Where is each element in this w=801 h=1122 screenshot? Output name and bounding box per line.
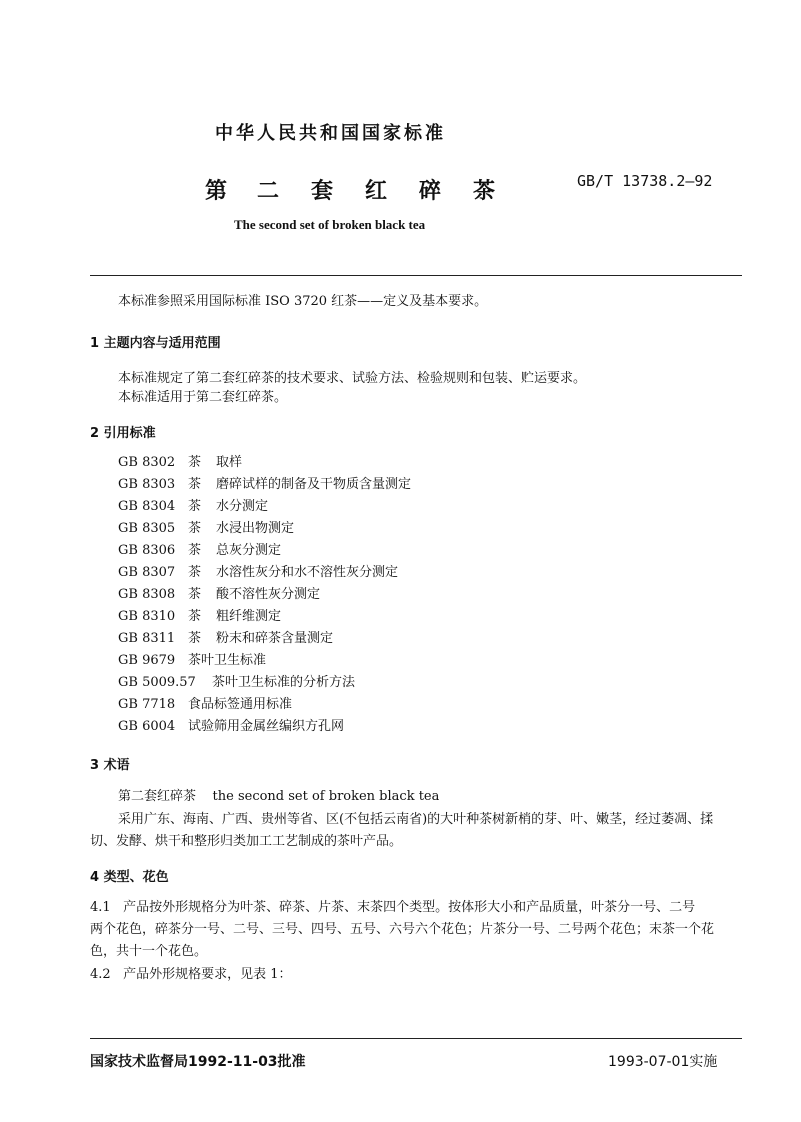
reference-title: 酸不溶性灰分测定 xyxy=(216,587,321,602)
reference-title: 茶叶卫生标准 xyxy=(188,653,267,668)
title-char: 茶 xyxy=(473,179,496,204)
paragraph: 两个花色，碎茶分一号、二号、三号、四号、五号、六号六个花色；片茶分一号、二号两个花色；末茶一个花 xyxy=(90,922,715,937)
reference-category: 茶 xyxy=(188,565,202,580)
standard-code: GB/T 13738.2—92 xyxy=(577,172,713,190)
reference-category: 茶 xyxy=(188,477,202,492)
section-1-heading: 1 主题内容与适用范围 xyxy=(90,336,221,351)
paragraph: 采用广东、海南、广西、贵州等省、区(不包括云南省)的大叶种茶树新梢的芽、叶、嫩茎，经过萎凋、揉 xyxy=(118,812,714,827)
reference-item xyxy=(118,521,411,543)
reference-title: 粗纤维测定 xyxy=(216,609,282,624)
title-char: 第 xyxy=(205,179,228,204)
reference-category: 茶 xyxy=(188,521,202,536)
header-divider xyxy=(90,275,742,276)
reference-code: GB 8304 xyxy=(118,499,176,514)
paragraph: 色，共十一个花色。 xyxy=(90,944,208,959)
paragraph: 切、发酵、烘干和整形归类加工工艺制成的茶叶产品。 xyxy=(90,834,403,849)
reference-title: 水溶性灰分和水不溶性灰分测定 xyxy=(216,565,399,580)
title-char: 二 xyxy=(257,179,280,204)
reference-list xyxy=(118,455,411,741)
title-char: 碎 xyxy=(419,179,442,204)
section-4-heading: 4 类型、花色 xyxy=(90,870,169,885)
reference-item xyxy=(118,455,411,477)
reference-title: 水分测定 xyxy=(216,499,269,514)
reference-item xyxy=(118,697,411,719)
reference-title: 试验筛用金属丝编织方孔网 xyxy=(188,719,345,734)
reference-code: GB 6004 xyxy=(118,719,176,734)
section-3-heading: 3 术语 xyxy=(90,758,130,773)
reference-category: 茶 xyxy=(188,455,202,470)
reference-item xyxy=(118,565,411,587)
reference-code: GB 8305 xyxy=(118,521,176,536)
reference-title: 茶叶卫生标准的分析方法 xyxy=(212,675,356,690)
reference-category: 茶 xyxy=(188,543,202,558)
reference-title: 取样 xyxy=(216,455,243,470)
reference-code: GB 8310 xyxy=(118,609,176,624)
reference-item xyxy=(118,477,411,499)
reference-code: GB 5009.57 xyxy=(118,675,196,690)
reference-category: 茶 xyxy=(188,499,202,514)
reference-category: 茶 xyxy=(188,609,202,624)
reference-item xyxy=(118,609,411,631)
title-char: 套 xyxy=(311,179,334,204)
reference-code: GB 7718 xyxy=(118,697,176,712)
reference-item xyxy=(118,653,411,675)
paragraph: 本标准适用于第二套红碎茶。 xyxy=(118,390,288,405)
issuer: 中华人民共和国国家标准 xyxy=(215,123,446,144)
paragraph: 4.2 产品外形规格要求，见表 1： xyxy=(90,967,292,982)
reference-code: GB 8303 xyxy=(118,477,176,492)
term-entry: 第二套红碎茶 the second set of broken black tea xyxy=(118,789,440,804)
approval-date: 国家技术监督局1992-11-03批准 xyxy=(90,1054,306,1070)
reference-item xyxy=(118,499,411,521)
reference-category: 茶 xyxy=(188,587,202,602)
reference-code: GB 8307 xyxy=(118,565,176,580)
paragraph: 本标准规定了第二套红碎茶的技术要求、试验方法、检验规则和包装、贮运要求。 xyxy=(118,371,587,386)
intro-text: 本标准参照采用国际标准 ISO 3720 红茶——定义及基本要求。 xyxy=(118,294,488,309)
reference-code: GB 8311 xyxy=(118,631,176,646)
reference-code: GB 8306 xyxy=(118,543,176,558)
reference-item xyxy=(118,543,411,565)
reference-title: 磨碎试样的制备及干物质含量测定 xyxy=(216,477,412,492)
reference-code: GB 8302 xyxy=(118,455,176,470)
effective-date: 1993-07-01实施 xyxy=(608,1054,718,1070)
footer-divider xyxy=(90,1038,742,1039)
paragraph: 4.1 产品按外形规格分为叶茶、碎茶、片茶、末茶四个类型。按体形大小和产品质量，叶茶分一号、二号 xyxy=(90,900,696,915)
reference-item xyxy=(118,587,411,609)
reference-title: 总灰分测定 xyxy=(216,543,282,558)
english-title: The second set of broken black tea xyxy=(234,217,426,232)
reference-category: 茶 xyxy=(188,631,202,646)
reference-title: 水浸出物测定 xyxy=(216,521,295,536)
section-2-heading: 2 引用标准 xyxy=(90,426,156,441)
title-char: 红 xyxy=(365,179,388,204)
reference-item xyxy=(118,631,411,653)
reference-item xyxy=(118,675,411,697)
reference-title: 粉末和碎茶含量测定 xyxy=(216,631,334,646)
reference-code: GB 9679 xyxy=(118,653,176,668)
reference-item xyxy=(118,719,411,741)
reference-title: 食品标签通用标准 xyxy=(188,697,293,712)
reference-code: GB 8308 xyxy=(118,587,176,602)
